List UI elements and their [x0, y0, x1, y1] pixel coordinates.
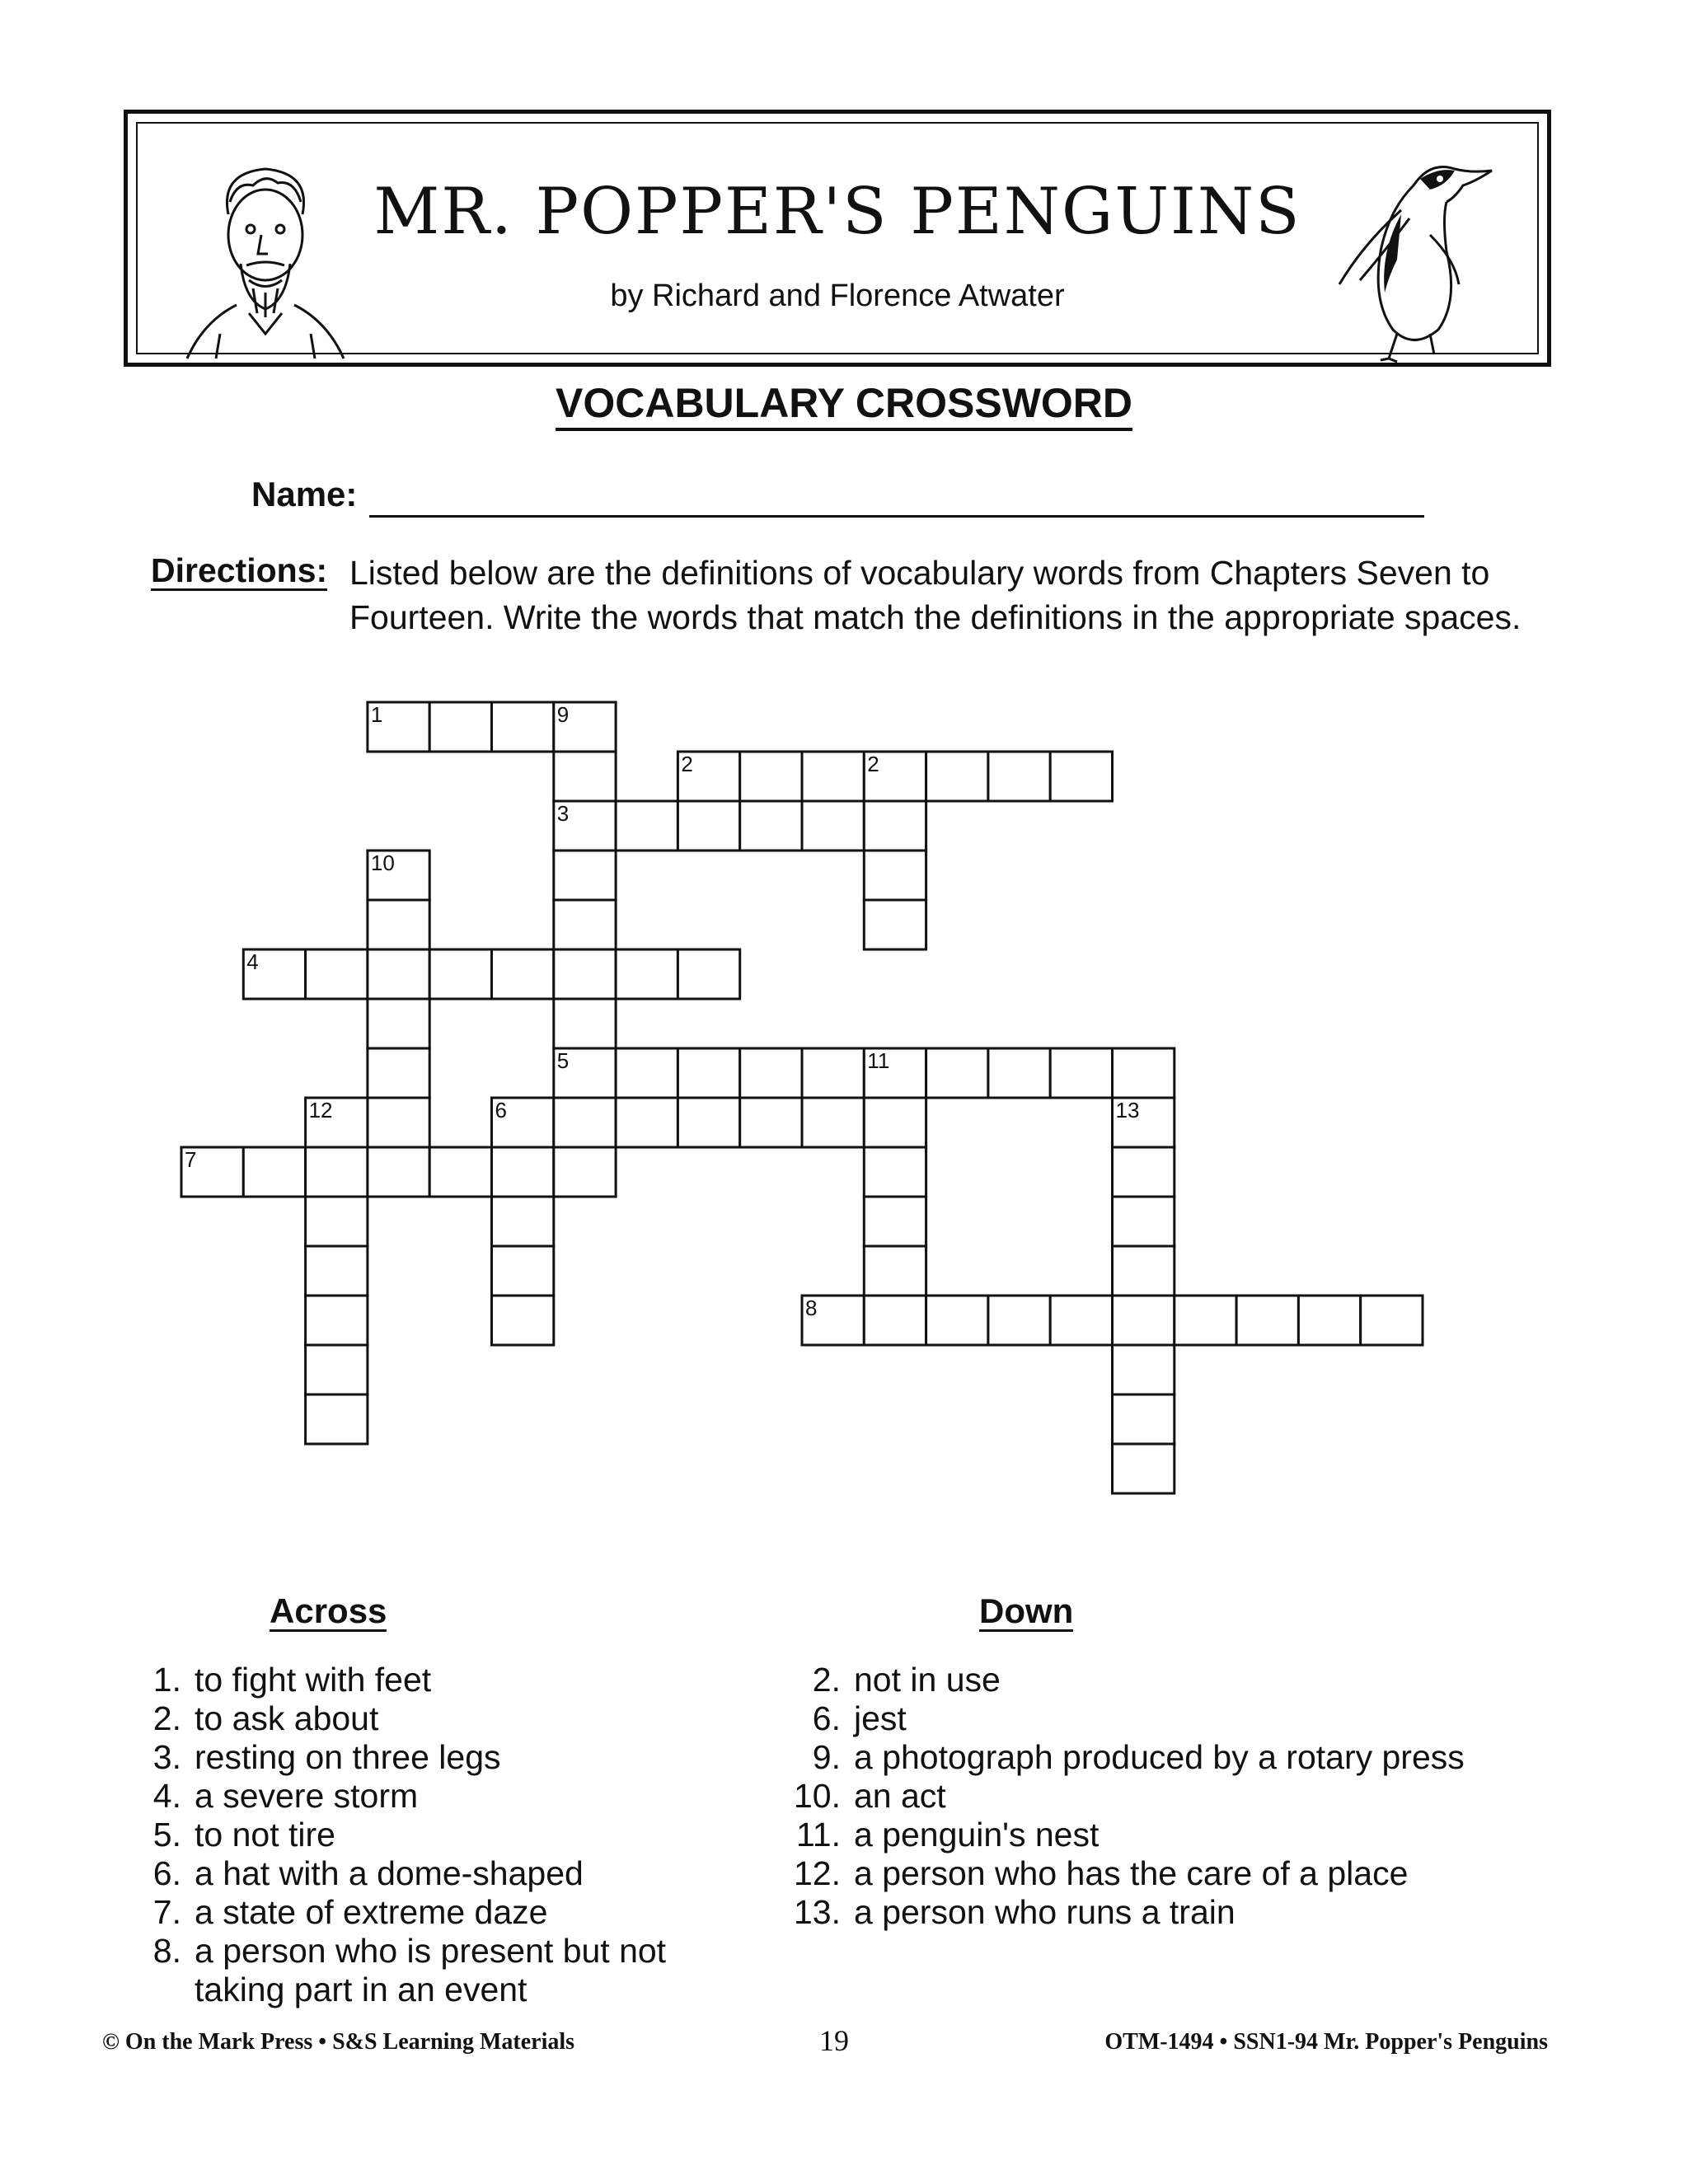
crossword-cell[interactable] [678, 801, 739, 851]
crossword-cell[interactable] [492, 1246, 554, 1296]
crossword-cell[interactable] [243, 1147, 305, 1197]
crossword-clue-number: 6 [495, 1098, 507, 1122]
crossword-cell[interactable] [554, 949, 616, 999]
crossword-clue-number: 2 [867, 752, 879, 776]
across-heading: Across [270, 1591, 387, 1630]
crossword-cell[interactable] [1175, 1296, 1236, 1345]
directions-text: Listed below are the definitions of vocabulary words from Chapters Seven to Fourteen. Write the words that match the definitions in the appropriate spaces. [349, 554, 1522, 636]
crossword-cell[interactable] [926, 752, 988, 801]
down-clue-list [791, 1661, 1550, 1932]
crossword-cell[interactable] [926, 1048, 988, 1098]
across-clue [132, 1777, 758, 1816]
crossword-clue-number: 11 [867, 1048, 890, 1073]
byline: by Richard and Florence Atwater [610, 279, 1065, 313]
crossword-cell[interactable] [554, 900, 616, 949]
name-label: Name: [251, 475, 358, 513]
across-clue-number: 2. [152, 1699, 181, 1737]
down-clue [791, 1816, 1550, 1854]
across-clue [132, 1661, 758, 1699]
across-clue-text: resting on three legs [195, 1738, 501, 1776]
crossword-cell[interactable] [864, 1296, 926, 1345]
crossword-cell[interactable] [429, 702, 491, 752]
crossword-cell[interactable] [368, 900, 429, 949]
crossword-cell[interactable] [1113, 1197, 1175, 1246]
down-clue [791, 1699, 1550, 1738]
down-clue [791, 1661, 1550, 1699]
crossword-cell[interactable] [864, 1147, 926, 1197]
down-clue-text: jest [854, 1699, 907, 1737]
crossword-cell[interactable] [802, 1098, 864, 1147]
crossword-cell[interactable] [988, 1048, 1050, 1098]
across-clue [132, 1854, 758, 1893]
crossword-cell[interactable] [368, 1048, 429, 1098]
across-clue-text: to not tire [195, 1816, 335, 1854]
crossword-cell[interactable] [926, 1296, 988, 1345]
across-clue-number: 7. [152, 1893, 181, 1931]
crossword-cell[interactable] [864, 1246, 926, 1296]
crossword-cell[interactable] [306, 1246, 368, 1296]
crossword-cell[interactable] [802, 1048, 864, 1098]
down-clue-number: 11. [796, 1816, 841, 1854]
crossword-cell[interactable] [368, 1147, 429, 1197]
crossword-cell[interactable] [554, 999, 616, 1048]
crossword-clue-number: 3 [556, 801, 570, 826]
footer-title: OTM-1494 • SSN1-94 Mr. Popper's Penguins [1104, 2029, 1548, 2055]
crossword-cell[interactable] [1050, 1296, 1112, 1345]
across-clue-number: 5. [152, 1816, 181, 1854]
down-clue [791, 1777, 1550, 1816]
crossword-cell[interactable] [864, 900, 926, 949]
crossword-cell[interactable] [616, 949, 678, 999]
down-clue [791, 1738, 1550, 1777]
crossword-cell[interactable] [429, 1147, 491, 1197]
crossword-cell[interactable] [1236, 1296, 1298, 1345]
down-clue-text: not in use [854, 1661, 1001, 1699]
across-clue-list [132, 1661, 758, 2009]
across-clue [132, 1893, 758, 1932]
crossword-cell[interactable] [1113, 1444, 1175, 1493]
crossword-cell[interactable] [554, 752, 616, 801]
across-clue-number: 1. [152, 1661, 181, 1699]
crossword-cell[interactable] [678, 1098, 739, 1147]
crossword-clue-number: 7 [185, 1147, 197, 1172]
crossword-clue-number: 12 [308, 1098, 333, 1122]
crossword-cell[interactable] [1361, 1296, 1423, 1345]
crossword-cell[interactable] [740, 801, 802, 851]
crossword-cell[interactable] [678, 949, 739, 999]
down-clue-number: 12. [794, 1854, 841, 1892]
crossword-clue-number: 9 [556, 702, 570, 727]
crossword-cell[interactable] [616, 801, 678, 851]
crossword-clue-number: 8 [805, 1296, 818, 1320]
down-clue-number: 9. [812, 1738, 841, 1776]
crossword-cell[interactable] [554, 1147, 616, 1197]
crossword-cell[interactable] [492, 1197, 554, 1246]
crossword-cell[interactable] [492, 702, 554, 752]
crossword-clue-number: 1 [370, 702, 383, 727]
down-clue-number: 13. [794, 1893, 841, 1931]
crossword-cell[interactable] [306, 1147, 368, 1197]
across-clue-text: to fight with feet [195, 1661, 432, 1699]
page-number: 19 [819, 2024, 849, 2057]
across-clue-number: 3. [152, 1738, 181, 1776]
across-clue [132, 1932, 758, 2009]
crossword-cell[interactable] [1113, 1048, 1175, 1098]
crossword-cell[interactable] [1050, 752, 1112, 801]
crossword-cell[interactable] [368, 949, 429, 999]
crossword-cell[interactable] [1113, 1296, 1175, 1345]
crossword-cell[interactable] [368, 1098, 429, 1147]
crossword-cell[interactable] [429, 949, 491, 999]
crossword-cell[interactable] [740, 1098, 802, 1147]
across-clue-text: a person who is present but not taking part in an event [195, 1932, 667, 2008]
across-clue-text: to ask about [195, 1699, 379, 1737]
crossword-cell[interactable] [554, 851, 616, 900]
down-clue-text: an act [854, 1777, 946, 1815]
across-clue-text: a hat with a dome-shaped [195, 1854, 584, 1892]
down-clue-text: a person who runs a train [854, 1893, 1236, 1931]
crossword-cell[interactable] [306, 1394, 368, 1444]
crossword-cell[interactable] [492, 1147, 554, 1197]
worksheet-heading-text: VOCABULARY CROSSWORD [556, 380, 1132, 431]
down-clue-text: a person who has the care of a place [854, 1854, 1409, 1892]
across-clue-number: 4. [152, 1777, 181, 1815]
across-clue [132, 1816, 758, 1854]
crossword-cell[interactable] [740, 1048, 802, 1098]
crossword-cell[interactable] [306, 949, 368, 999]
crossword-cell[interactable] [678, 1048, 739, 1098]
crossword-cell[interactable] [492, 949, 554, 999]
crossword-cell[interactable] [988, 752, 1050, 801]
crossword-cell[interactable] [368, 999, 429, 1048]
crossword-cell[interactable] [1113, 1345, 1175, 1394]
crossword-cell[interactable] [864, 801, 926, 851]
crossword-cell[interactable] [1113, 1147, 1175, 1197]
across-clue-number: 8. [152, 1932, 181, 1970]
down-clue-number: 2. [812, 1661, 841, 1699]
down-clue [791, 1854, 1550, 1893]
across-clue [132, 1699, 758, 1738]
page-title: MR. POPPER'S PENGUINS [373, 175, 1301, 249]
crossword-cell[interactable] [306, 1197, 368, 1246]
crossword-cell[interactable] [864, 1098, 926, 1147]
down-heading: Down [979, 1591, 1074, 1630]
crossword-cell[interactable] [1298, 1296, 1360, 1345]
crossword-cell[interactable] [802, 801, 864, 851]
crossword-cell[interactable] [802, 752, 864, 801]
crossword-cell[interactable] [306, 1345, 368, 1394]
across-clue-text: a severe storm [195, 1777, 419, 1815]
crossword-cell[interactable] [864, 1197, 926, 1246]
crossword-clue-number: 5 [556, 1048, 570, 1073]
crossword-clue-number: 10 [370, 851, 395, 875]
down-clue [791, 1893, 1550, 1932]
crossword-cell[interactable] [616, 1048, 678, 1098]
crossword-cell[interactable] [988, 1296, 1050, 1345]
crossword-clue-number: 4 [246, 949, 259, 974]
across-clue-text: a state of extreme daze [195, 1893, 548, 1931]
down-clue-number: 10. [794, 1777, 841, 1815]
across-clue-number: 6. [152, 1854, 181, 1892]
crossword-cell[interactable] [306, 1296, 368, 1345]
crossword-clue-number: 13 [1115, 1098, 1140, 1122]
crossword-clue-number: 2 [681, 752, 693, 776]
crossword-cell[interactable] [492, 1296, 554, 1345]
crossword-cell[interactable] [616, 1098, 678, 1147]
crossword-cell[interactable] [1113, 1246, 1175, 1296]
crossword-cell[interactable] [1113, 1394, 1175, 1444]
crossword-cell[interactable] [1050, 1048, 1112, 1098]
across-clue [132, 1738, 758, 1777]
down-clue-text: a penguin's nest [854, 1816, 1100, 1854]
down-clue-number: 6. [812, 1699, 841, 1737]
down-clue-text: a photograph produced by a rotary press [854, 1738, 1465, 1776]
crossword-cell[interactable] [554, 1098, 616, 1147]
crossword-cell[interactable] [740, 752, 802, 801]
footer-copyright: © On the Mark Press • S&S Learning Materials [102, 2029, 575, 2055]
directions-label: Directions: [151, 551, 328, 589]
crossword-cell[interactable] [864, 851, 926, 900]
